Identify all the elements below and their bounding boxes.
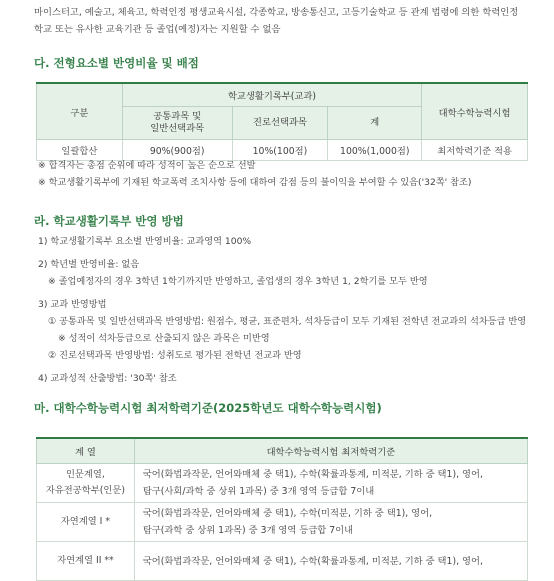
col-field-header: 계 열 <box>37 438 135 464</box>
list-item: ① 공통과목 및 일반선택과목 반영방법: 원점수, 평균, 표준편차, 석차등급이 모두 기재된 전학년 전교과의 석차등급 반영 <box>48 316 527 327</box>
intro-line-2: 학교 또는 유사한 교육기관 등 졸업(예정)자는 지원할 수 없음 <box>34 24 281 35</box>
criteria-cell: 국어(화법과작문, 언어와매체 중 택1), 수학(미적분, 기하 중 택1), 영어, 탐구(과학 중 상위 1과목) 중 3개 영역 등급합 7이내 <box>134 503 527 542</box>
list-item: ※ 성적이 석차등급으로 산출되지 않은 과목은 미반영 <box>58 333 270 344</box>
list-item: 3) 교과 반영방법 <box>38 299 107 310</box>
row-csat: 최저학력기준 적용 <box>422 140 528 161</box>
row-type: 일괄합산 <box>37 140 123 161</box>
field-cell: 자연계열 II ** <box>37 542 135 581</box>
career-subject-header: 진로선택과목 <box>232 107 328 140</box>
school-record-header: 학교생활기록부(교과) <box>122 83 421 107</box>
list-item: 2) 학년별 반영비율: 없음 <box>38 259 140 270</box>
note-2: ※ 학교생활기록부에 기재된 학교폭력 조치사항 등에 대하여 감점 등의 불이익을 부여할 수 있음('32쪽' 참조) <box>38 177 472 188</box>
section-da-notes <box>38 157 534 191</box>
intro-text <box>34 4 534 38</box>
section-da-title: 다. 전형요소별 반영비율 및 배점 <box>34 56 199 70</box>
total-header: 계 <box>328 107 422 140</box>
csat-minimum-table <box>36 437 528 581</box>
table-row <box>37 503 528 542</box>
table-row <box>37 542 528 581</box>
section-ra-title: 라. 학교생활기록부 반영 방법 <box>34 214 184 228</box>
section-ma-title: 마. 대학수학능력시험 최저학력기준(2025학년도 대학수학능력시험) <box>34 401 382 415</box>
score-ratio-table <box>36 82 528 161</box>
list-item: 1) 학교생활기록부 요소별 반영비율: 교과영역 100% <box>38 236 252 247</box>
row-common: 90%(900점) <box>122 140 232 161</box>
list-item: 4) 교과성적 산출방법: '30쪽' 참조 <box>38 373 177 384</box>
list-item: ※ 졸업예정자의 경우 3학년 1학기까지만 반영하고, 졸업생의 경우 3학년 1, 2학기를 모두 반영 <box>48 276 428 287</box>
criteria-cell: 국어(화법과작문, 언어와매체 중 택1), 수학(확률과통계, 미적분, 기하 중 택1), 영어, <box>134 542 527 581</box>
field-cell: 인문계열, 자유전공학부(인문) <box>37 464 135 503</box>
criteria-cell: 국어(화법과작문, 언어와매체 중 택1), 수학(확률과통계, 미적분, 기하 중 택1), 영어, 탐구(사회/과학 중 상위 1과목) 중 3개 영역 등급합 7이내 <box>134 464 527 503</box>
csat-header: 대학수학능력시험 <box>422 83 528 140</box>
col-type-header: 구분 <box>37 83 123 140</box>
field-cell: 자연계열 I * <box>37 503 135 542</box>
col-criteria-header: 대학수학능력시험 최저학력기준 <box>134 438 527 464</box>
note-1: ※ 합격자는 총점 순위에 따라 성적이 높은 순으로 선발 <box>38 160 256 171</box>
table-row <box>37 464 528 503</box>
intro-line-1: 마이스터고, 예술고, 체육고, 학력인정 평생교육시설, 각종학교, 방송통신고, 고등기술학교 등 관계 법령에 의한 학력인정 <box>34 7 519 18</box>
list-item: ② 진로선택과목 반영방법: 성취도로 평가된 전학년 전교과 반영 <box>48 350 302 361</box>
row-career: 10%(100점) <box>232 140 328 161</box>
common-subject-header: 공통과목 및 일반선택과목 <box>122 107 232 140</box>
row-total: 100%(1,000점) <box>328 140 422 161</box>
section-ra-list <box>38 233 538 387</box>
